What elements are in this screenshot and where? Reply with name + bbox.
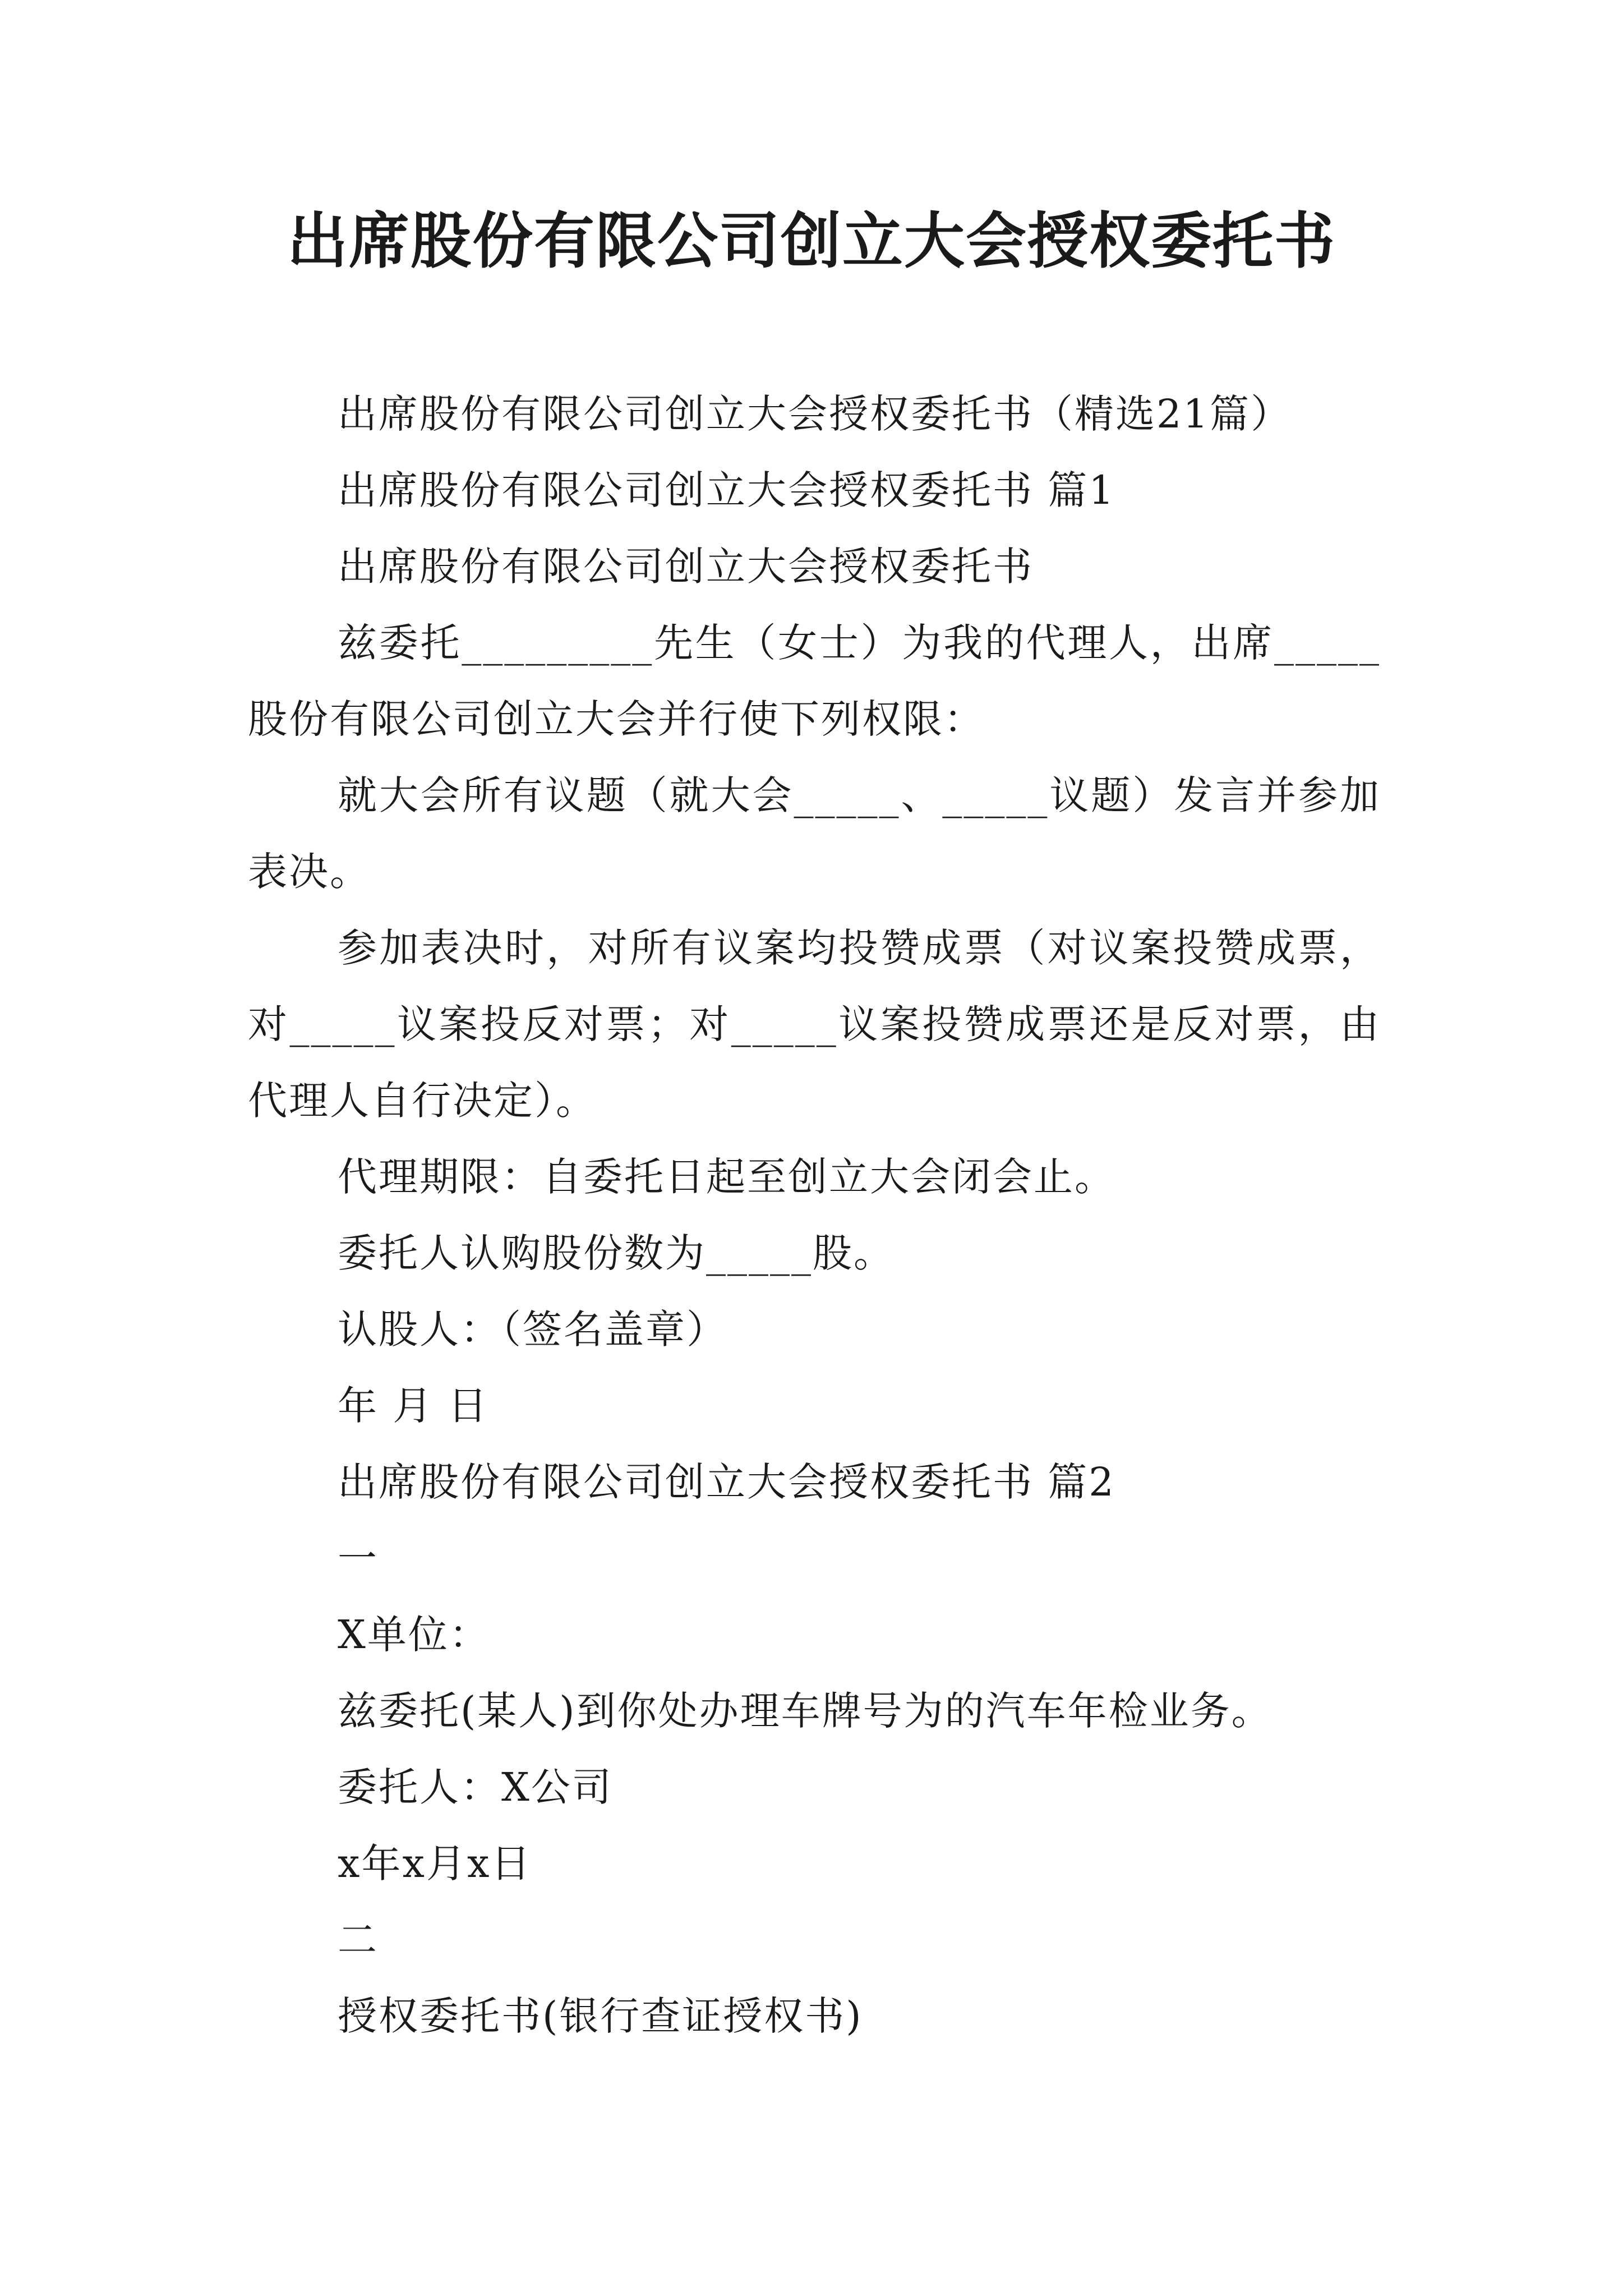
paragraph: X单位： (338, 1612, 490, 1658)
paragraph: 代理期限：自委托日起至创立大会闭会止。 (338, 1154, 1115, 1200)
paragraph: 认股人：（签名盖章） (338, 1306, 727, 1352)
paragraph: 授权委托书(银行查证授权书) (338, 1993, 863, 2039)
paragraph: 出席股份有限公司创立大会授权委托书 篇2 (338, 1459, 1115, 1505)
paragraph: 出席股份有限公司创立大会授权委托书 (338, 544, 1034, 590)
paragraph: 出席股份有限公司创立大会授权委托书 篇1 (338, 467, 1115, 513)
paragraph: 委托人认购股份数为_____股。 (338, 1230, 895, 1276)
paragraph: 兹委托(某人)到你处办理车牌号为的汽车年检业务。 (338, 1688, 1272, 1734)
date-line: 年 月 日 (338, 1383, 489, 1429)
paragraph: 兹委托_________先生（女士）为我的代理人，出席_____股份有限公司创立大会并行使下列权限： (248, 620, 1381, 742)
date-line: x年x月x日 (338, 1841, 532, 1887)
paragraph: 参加表决时，对所有议案均投赞成票（对议案投赞成票，对_____议案投反对票；对_____议案投赞成票还是反对票，由代理人自行决定）。 (248, 925, 1381, 1124)
document-title: 出席股份有限公司创立大会授权委托书 (287, 206, 1336, 277)
paragraph: 委托人：X公司 (338, 1764, 613, 1810)
section-number: 二 (338, 1917, 379, 1963)
paragraph: 出席股份有限公司创立大会授权委托书（精选21篇） (338, 391, 1292, 437)
section-number: 一 (338, 1535, 379, 1581)
paragraph: 就大会所有议题（就大会_____、_____议题）发言并参加表决。 (248, 772, 1381, 895)
document-body (248, 376, 1381, 2054)
